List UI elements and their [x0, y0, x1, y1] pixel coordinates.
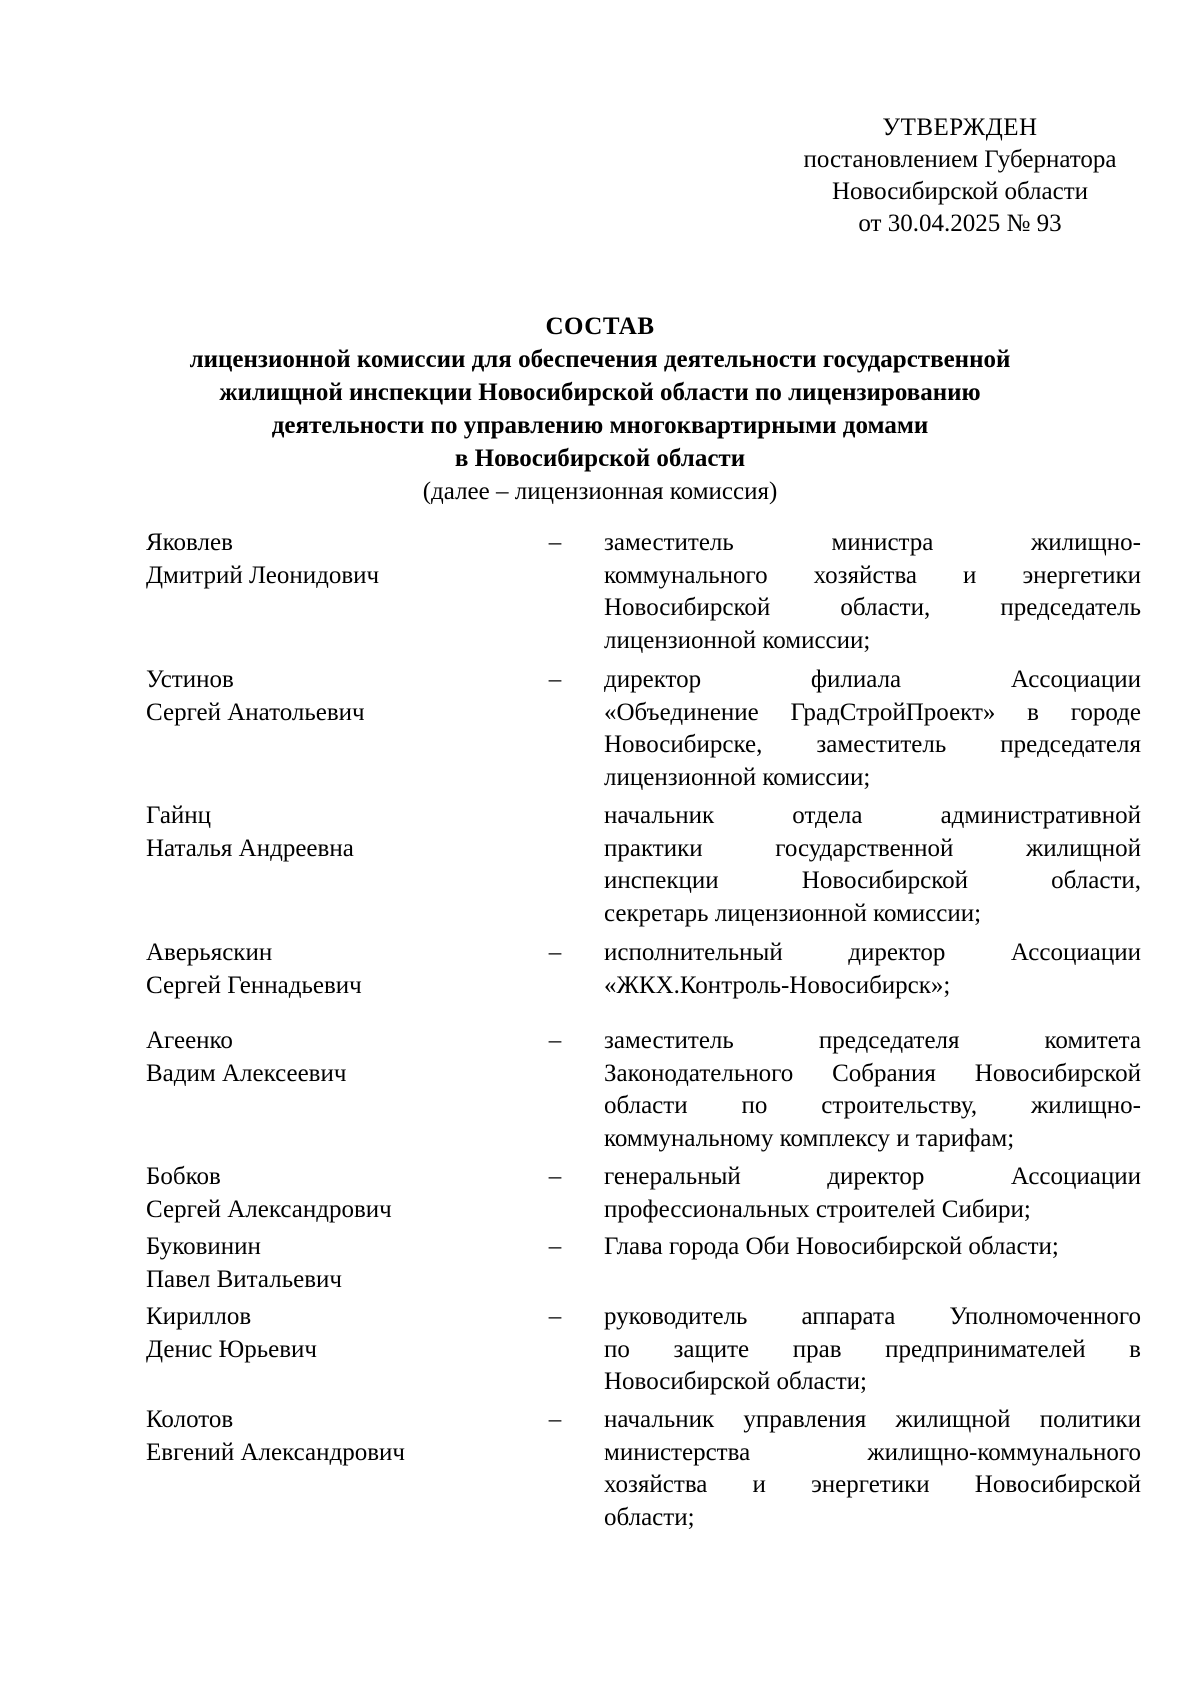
member-given-names: Наталья Андреевна [146, 834, 354, 862]
subtitle-line: в Новосибирской области [454, 445, 746, 472]
subtitle-line: лицензионной комиссии для обеспечения деятельности государственной [189, 346, 1011, 373]
member-surname: Кириллов [146, 1303, 252, 1330]
position-line: коммунальному комплексу и тарифам; [604, 1124, 1015, 1152]
member-name [146, 664, 506, 729]
position-line: Новосибирске, заместитель председателя [604, 731, 1141, 758]
subtitle-line: деятельности по управлению многоквартирными домами [271, 412, 929, 439]
position-line: области; [604, 1503, 695, 1531]
member-given-names: Сергей Геннадьевич [146, 971, 362, 999]
member-position [604, 800, 1141, 930]
member-position [604, 937, 1141, 1002]
member-name [146, 1161, 506, 1226]
approval-line: постановлением Губернатора [803, 146, 1117, 173]
position-line: по защите прав предпринимателей в [604, 1335, 1141, 1363]
member-name [146, 1231, 506, 1296]
position-line: исполнительный директор Ассоциации [604, 939, 1141, 966]
position-line: заместитель министра жилищно- [604, 529, 1141, 556]
member-dash: – [548, 1406, 562, 1433]
position-line: генеральный директор Ассоциации [604, 1163, 1141, 1190]
member-given-names: Павел Витальевич [146, 1265, 342, 1293]
member-position [604, 1301, 1141, 1399]
member-given-names: Сергей Александрович [146, 1195, 392, 1223]
position-line: Законодательного Собрания Новосибирской [604, 1059, 1141, 1087]
member-name [146, 800, 506, 865]
position-line: инспекции Новосибирской области, [604, 867, 1141, 894]
position-line: секретарь лицензионной комиссии; [604, 899, 982, 927]
member-name [146, 1301, 506, 1366]
member-surname: Колотов [146, 1406, 234, 1433]
member-name [146, 937, 506, 1002]
member-surname: Гайнц [146, 802, 212, 829]
member-given-names: Вадим Алексеевич [146, 1059, 347, 1087]
document-title: СОСТАВ [545, 313, 655, 340]
position-line: Новосибирской области, председатель [604, 594, 1141, 621]
position-line: начальник отдела административной [604, 802, 1141, 829]
member-surname: Агеенко [146, 1027, 233, 1054]
member-surname: Аверьяскин [146, 939, 273, 966]
member-surname: Устинов [146, 666, 234, 693]
member-given-names: Денис Юрьевич [146, 1335, 318, 1363]
position-line: области по строительству, жилищно- [604, 1092, 1141, 1119]
member-dash: – [548, 529, 562, 556]
member-given-names: Евгений Александрович [146, 1438, 405, 1466]
member-position [604, 527, 1141, 657]
document-heading [100, 310, 1100, 508]
member-position [604, 1161, 1141, 1226]
member-surname: Буковинин [146, 1233, 261, 1260]
member-surname: Яковлев [146, 529, 233, 556]
position-line: Глава города Оби Новосибирской области; [604, 1233, 1059, 1260]
member-name [146, 1404, 506, 1469]
approval-date-number: от 30.04.2025 № 93 [858, 210, 1062, 237]
member-given-names: Дмитрий Леонидович [146, 561, 380, 589]
position-line: заместитель председателя комитета [604, 1027, 1141, 1054]
position-line: руководитель аппарата Уполномоченного [604, 1303, 1141, 1330]
position-line: лицензионной комиссии; [604, 763, 871, 791]
position-line: Новосибирской области; [604, 1368, 868, 1395]
approval-block [700, 112, 1200, 240]
position-line: лицензионной комиссии; [604, 626, 871, 654]
position-line: хозяйства и энергетики Новосибирской [604, 1471, 1141, 1498]
member-dash: – [548, 1233, 562, 1260]
position-line: профессиональных строителей Сибири; [604, 1195, 1031, 1223]
position-line: министерства жилищно-коммунального [604, 1438, 1141, 1466]
approval-stamp-word: УТВЕРЖДЕН [882, 114, 1038, 141]
subtitle-line: жилищной инспекции Новосибирской области по лицензированию [219, 379, 981, 406]
position-line: начальник управления жилищной политики [604, 1406, 1141, 1433]
position-line: «Объединение ГрадСтройПроект» в городе [604, 698, 1141, 726]
member-position [604, 1025, 1141, 1155]
position-line: практики государственной жилищной [604, 834, 1141, 862]
position-line: коммунального хозяйства и энергетики [604, 561, 1141, 589]
approval-line: Новосибирской области [831, 178, 1089, 205]
member-dash: – [548, 1303, 562, 1330]
member-name [146, 1025, 506, 1090]
position-line: «ЖКХ.Контроль-Новосибирск»; [604, 971, 951, 999]
member-dash: – [548, 1027, 562, 1054]
member-position [604, 1231, 1141, 1264]
member-position [604, 1404, 1141, 1534]
member-surname: Бобков [146, 1163, 221, 1190]
member-dash: – [548, 939, 562, 966]
member-dash: – [548, 666, 562, 693]
heading-note: (далее – лицензионная комиссия) [422, 478, 778, 505]
position-line: директор филиала Ассоциации [604, 666, 1141, 693]
member-position [604, 664, 1141, 794]
member-given-names: Сергей Анатольевич [146, 698, 365, 726]
member-name [146, 527, 506, 592]
member-dash: – [548, 1163, 562, 1190]
